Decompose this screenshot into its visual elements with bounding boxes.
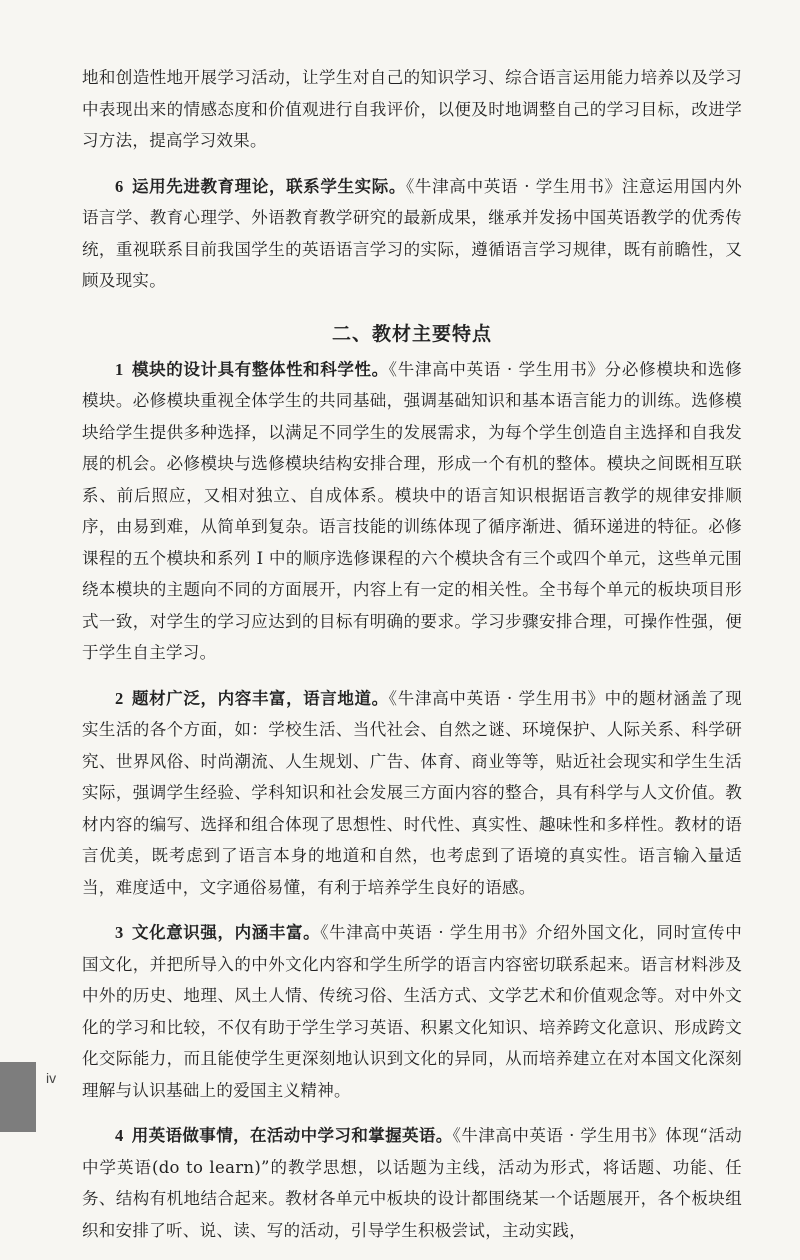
item-number: 6: [115, 176, 124, 196]
item-6-paragraph: [82, 171, 742, 297]
continuation-paragraph: 地和创造性地开展学习活动，让学生对自己的知识学习、综合语言运用能力培养以及学习中表现出来的情感态度和价值观进行自我评价，以便及时地调整自己的学习目标，改进学习方法，提高学习效果。: [82, 68, 742, 150]
item-heading: 运用先进教育理论，联系学生实际。: [131, 176, 406, 196]
item-heading: 题材广泛，内容丰富，语言地道。: [131, 688, 389, 708]
page-margin-bar: [0, 1062, 36, 1132]
item-number: 4: [115, 1126, 124, 1145]
page-content: [82, 62, 742, 1260]
feature-3-paragraph: [82, 917, 742, 1106]
item-number: 1: [115, 359, 124, 379]
item-number: 3: [115, 923, 124, 942]
item-body: 《牛津高中英语 · 学生用书》介绍外国文化，同时宣传中国文化，并把所导入的中外文化内容和学生所学的语言内容密切联系起来。语言材料涉及中外的历史、地理、风土人情、传统习俗、生活方式、文学艺术和价值观念等。对中外文化的学习和比较，不仅有助于学生学习英语、积累文化知识、培养跨文化意识、形成跨文化交际能力，而且能使学生更深刻地认识到文化的异同，从而培养建立在对本国文化深刻理解与认识基础上的爱国主义精神。: [82, 923, 743, 1100]
feature-2-paragraph: [82, 683, 742, 904]
item-heading: 文化意识强，内涵丰富。: [131, 923, 321, 942]
page-number: iv: [46, 1070, 57, 1086]
section-heading: 二、教材主要特点: [331, 322, 492, 345]
item-body: 《牛津高中英语 · 学生用书》中的题材涵盖了现实生活的各个方面，如：学校生活、当代社会、自然之谜、环境保护、人际关系、科学研究、世界风俗、时尚潮流、人生规划、广告、体育、商业等等，贴近社会现实和学生生活实际，强调学生经验、学科知识和社会发展三方面内容的整合，具有科学与人文价值。教材内容的编写、选择和组合体现了思想性、时代性、真实性、趣味性和多样性。教材的语言优美，既考虑到了语言本身的地道和自然，也考虑到了语境的真实性。语言输入量适当，难度适中，文字通俗易懂，有利于培养学生良好的语感。: [82, 688, 743, 897]
item-heading: 用英语做事情，在活动中学习和掌握英语。: [131, 1126, 453, 1145]
feature-1-paragraph: [82, 354, 742, 669]
feature-4-paragraph: [82, 1120, 742, 1246]
item-body: 《牛津高中英语 · 学生用书》注意运用国内外语言学、教育心理学、外语教育教学研究的最新成果，继承并发扬中国英语教学的优秀传统，重视联系目前我国学生的英语语言学习的实际，遵循语言学习规律，既有前瞻性，又顾及现实。: [82, 176, 742, 290]
item-body: 《牛津高中英语 · 学生用书》分必修模块和选修模块。必修模块重视全体学生的共同基础，强调基础知识和基本语言能力的训练。选修模块给学生提供多种选择，以满足不同学生的发展需求，为每个学生创造自主选择和自我发展的机会。必修模块与选修模块结构安排合理，形成一个有机的整体。模块之间既相互联系、前后照应，又相对独立、自成体系。模块中的语言知识根据语言教学的规律安排顺序，由易到难，从简单到复杂。语言技能的训练体现了循序渐进、循环递进的特征。必修课程的五个模块和系列 I 中的顺序选修课程的六个模块含有三个或四个单元，这些单元围绕本模块的主题向不同的方面展开，内容上有一定的相关性。全书每个单元的板块项目形式一致，对学生的学习应达到的目标有明确的要求。学习步骤安排合理，可操作性强，便于学生自主学习。: [82, 359, 743, 662]
item-body: 《牛津高中英语 · 学生用书》体现“活动中学英语(do to learn)”的教学思想，以话题为主线，活动为形式，将话题、功能、任务、结构有机地结合起来。教材各单元中板块的设计都围绕某一个话题展开，各个板块组织和安排了听、说、读、写的活动，引导学生积极尝试，主动实践，: [82, 1126, 742, 1240]
item-heading: 模块的设计具有整体性和科学性。: [131, 359, 389, 379]
item-number: 2: [115, 688, 124, 708]
